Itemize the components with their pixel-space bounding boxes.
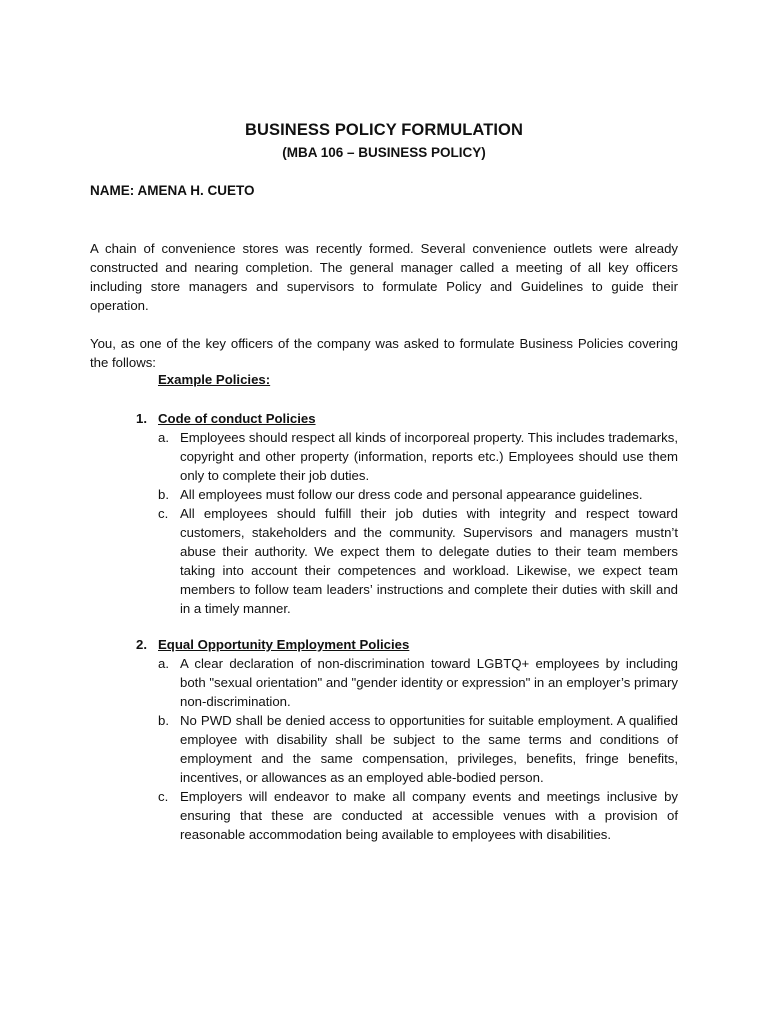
policy-section-2 xyxy=(90,635,678,844)
item-text: Employees should respect all kinds of incorporeal property. This includes trademarks, copyright and other property (information, reports etc.) Employees should use them only to complete their job duties. xyxy=(180,430,678,483)
document-subtitle: (MBA 106 – BUSINESS POLICY) xyxy=(282,145,486,160)
item-letter: b. xyxy=(158,487,169,502)
item-letter: a. xyxy=(158,656,169,671)
item-letter: a. xyxy=(158,430,169,445)
section-heading xyxy=(90,409,678,428)
policy-list xyxy=(90,654,678,844)
item-letter: c. xyxy=(158,789,169,804)
item-text: All employees must follow our dress code and personal appearance guidelines. xyxy=(180,487,643,502)
list-item xyxy=(90,711,678,787)
section-number: 2. xyxy=(136,637,147,652)
intro-paragraph: A chain of convenience stores was recently formed. Several convenience outlets were already constructed and nearing completion. The general manager called a meeting of all key officers including store managers and supervisors to formulate Policy and Guidelines to guide their operation. xyxy=(90,241,678,313)
policy-section-1 xyxy=(90,409,678,618)
example-heading: Example Policies: xyxy=(158,372,271,387)
item-text: A clear declaration of non-discrimination toward LGBTQ+ employees by including both "sexual orientation" and "gender identity or expression" in an employer’s primary non-discrimination. xyxy=(180,656,678,709)
item-text: All employees should fulfill their job duties with integrity and respect toward customers, stakeholders and the community. Supervisors and managers mustn’t abuse their authority. We expect them to delegate duties to their team members taking into account their competences and workload. Likewise, we expect team members to follow team leaders’ instructions and complete their duties with skill and in a timely manner. xyxy=(180,506,678,616)
item-text: Employers will endeavor to make all company events and meetings inclusive by ensuring that these are conducted at accessible venues with a provision of reasonable accommodation being available to employees with disabilities. xyxy=(180,789,678,842)
section-heading xyxy=(90,635,678,654)
item-letter: b. xyxy=(158,713,169,728)
list-item xyxy=(90,428,678,485)
item-letter: c. xyxy=(158,506,169,521)
list-item xyxy=(90,504,678,618)
list-item xyxy=(90,485,678,504)
task-paragraph: You, as one of the key officers of the company was asked to formulate Business Policies covering the follows: xyxy=(90,336,678,370)
list-item xyxy=(90,787,678,844)
section-number: 1. xyxy=(136,411,147,426)
document-title: BUSINESS POLICY FORMULATION xyxy=(244,121,524,139)
policy-list xyxy=(90,428,678,618)
item-text: No PWD shall be denied access to opportunities for suitable employment. A qualified employee with disability shall be subject to the same terms and conditions of employment and the same compensation, privileges, benefits, fringe benefits, incentives, or allowances as an employed able-bodied person. xyxy=(180,713,678,785)
section-title: Equal Opportunity Employment Policies xyxy=(158,637,410,652)
section-title: Code of conduct Policies xyxy=(158,411,316,426)
author-name: NAME: AMENA H. CUETO xyxy=(90,183,255,198)
list-item xyxy=(90,654,678,711)
